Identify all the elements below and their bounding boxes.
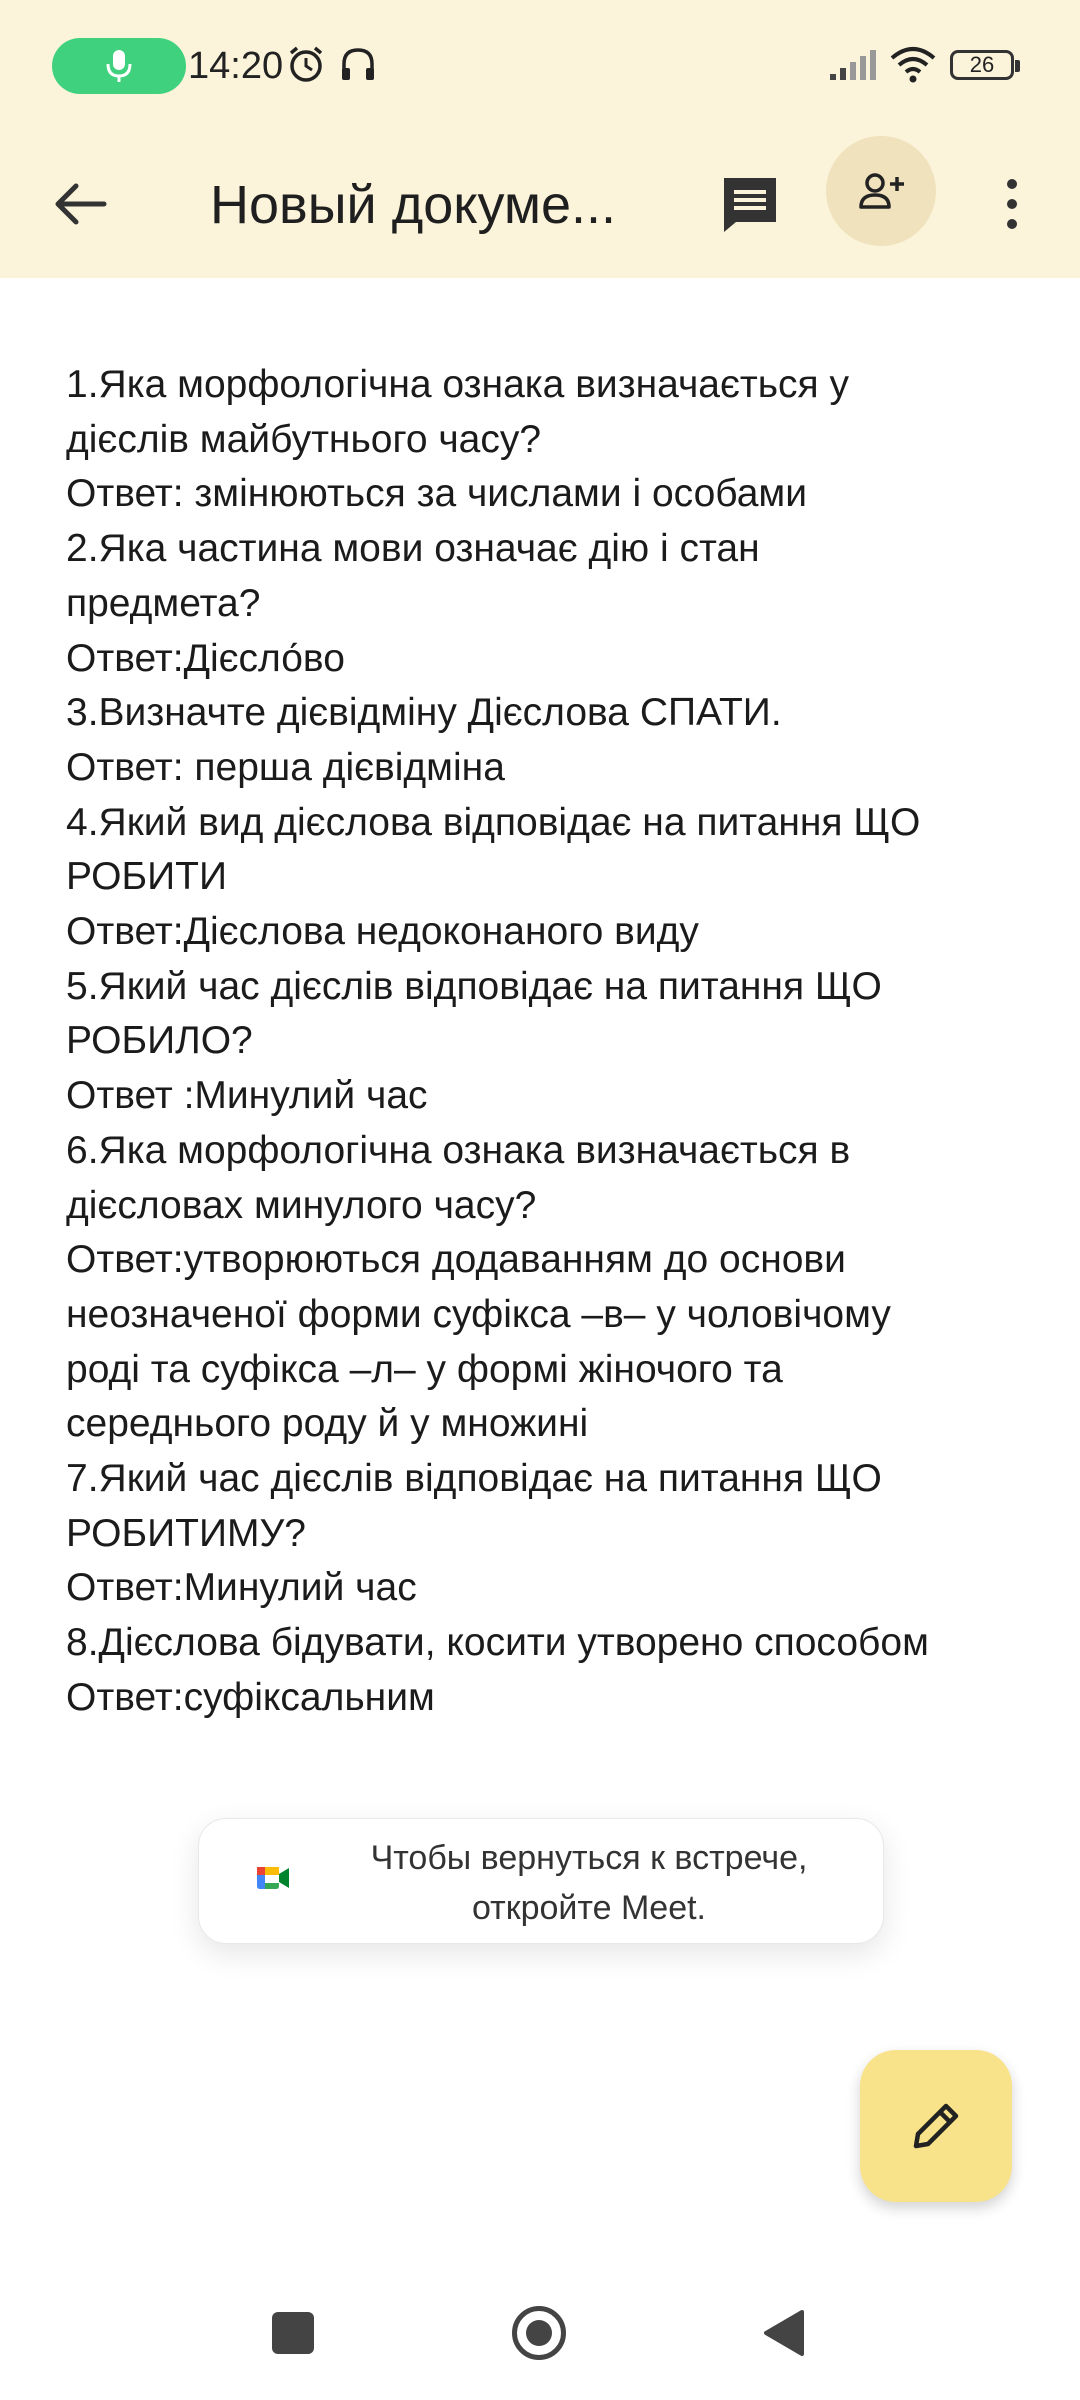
back-button[interactable]: [40, 164, 120, 244]
document-line: РОБИЛО?: [66, 1019, 253, 1063]
nav-back-button[interactable]: [760, 2308, 806, 2358]
document-line: предмета?: [66, 581, 261, 625]
home-button[interactable]: [512, 2306, 566, 2360]
document-line: 5.Який час дієслів відповідає на питання ЩО: [66, 964, 882, 1008]
document-line: Ответ: змінюються за числами і особами: [66, 472, 808, 516]
document-line: Ответ:утворюються додаванням до основи: [66, 1238, 846, 1282]
document-line: 2.Яка частина мови означає дію і стан: [66, 527, 760, 571]
document-line: Ответ:Дієсло́во: [66, 636, 345, 680]
edit-fab-button[interactable]: [860, 2050, 1012, 2202]
more-vert-icon: [990, 164, 1034, 244]
pencil-icon: [906, 2096, 966, 2156]
document-line: 8.Дієслова бідувати, косити утворено способом: [66, 1621, 929, 1665]
document-title: Новый докуме...: [210, 175, 617, 235]
recents-button[interactable]: [272, 2312, 314, 2354]
document-line: дієслів майбутнього часу?: [66, 417, 542, 461]
document-line: 1.Яка морфологічна ознака визначається у: [66, 363, 850, 406]
google-meet-icon: [255, 1863, 291, 1893]
mic-indicator[interactable]: [52, 38, 186, 94]
document-line: Ответ:Дієслова недоконаного виду: [66, 910, 699, 954]
app-bar: [0, 130, 1080, 278]
document-line: роді та суфікса –л– у формі жіночого та: [66, 1347, 783, 1391]
status-bar: [0, 0, 1080, 130]
document-line: дієсловах минулого часу?: [66, 1183, 537, 1227]
status-time: 14:20: [188, 45, 284, 87]
alarm-icon: [286, 44, 326, 84]
wifi-icon: [890, 46, 936, 84]
microphone-icon: [104, 48, 134, 84]
share-button[interactable]: [826, 136, 936, 246]
system-nav-bar: [0, 2270, 1080, 2400]
snackbar-line-2: откройте Meet.: [472, 1889, 706, 1927]
document-line: Ответ:суфіксальним: [66, 1675, 435, 1719]
document-line: Ответ:Минулий час: [66, 1566, 417, 1610]
battery-indicator: 26: [950, 50, 1014, 80]
comments-button[interactable]: [710, 164, 790, 244]
signal-icon: [828, 50, 878, 82]
snackbar-message: [339, 1833, 839, 1933]
document-line: РОБИТИ: [66, 855, 227, 899]
arrow-back-icon: [40, 164, 120, 244]
person-add-icon: [857, 167, 905, 215]
document-line: Ответ: перша дієвідміна: [66, 745, 505, 789]
document-line: 7.Який час дієслів відповідає на питання ЩО: [66, 1457, 882, 1501]
more-options-button[interactable]: [990, 164, 1034, 244]
document-line: Ответ :Минулий час: [66, 1074, 428, 1118]
comment-icon: [710, 164, 790, 244]
document-line: неозначеної форми суфікса –в– у чоловічому: [66, 1292, 891, 1336]
document-line: середнього роду й у множині: [66, 1402, 589, 1446]
document-line: 3.Визначте дієвідміну Дієслова СПАТИ.: [66, 691, 782, 735]
document-line: 6.Яка морфологічна ознака визначається в: [66, 1128, 851, 1172]
triangle-back-icon: [760, 2308, 806, 2358]
document-line: 4.Який вид дієслова відповідає на питання ЩО: [66, 800, 921, 844]
headphones-icon: [338, 44, 378, 84]
snackbar-line-1: Чтобы вернуться к встрече,: [370, 1839, 808, 1877]
document-body[interactable]: [66, 358, 1026, 1726]
meet-return-snackbar[interactable]: [198, 1818, 884, 1944]
document-line: РОБИТИМУ?: [66, 1511, 306, 1555]
